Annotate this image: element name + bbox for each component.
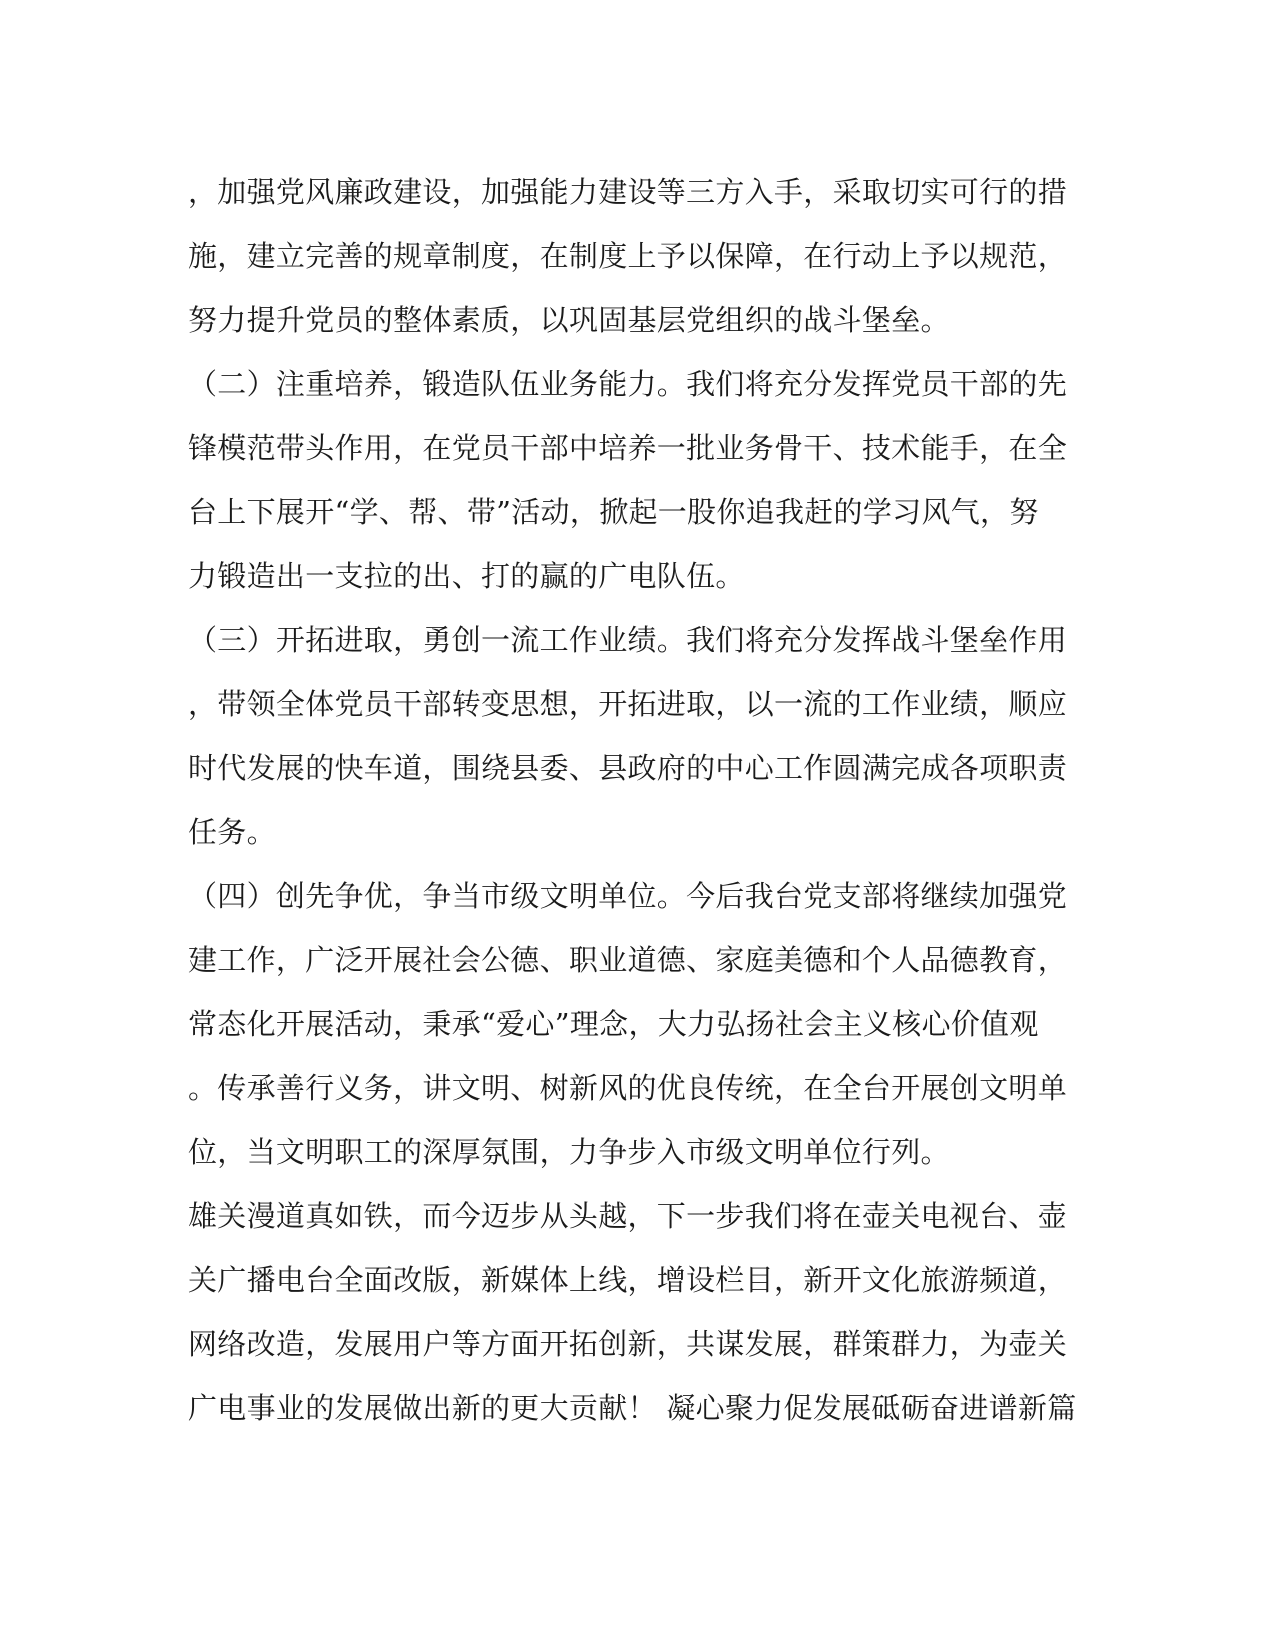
text-line: 时代发展的快车道，围绕县委、县政府的中心工作圆满完成各项职责: [188, 751, 1068, 785]
text-line: 雄关漫道真如铁，而今迈步从头越，下一步我们将在壶关电视台、壶: [188, 1199, 1068, 1233]
text-line: 网络改造，发展用户等方面开拓创新，共谋发展，群策群力，为壶关: [188, 1327, 1068, 1361]
text-line: 力锻造出一支拉的出、打的赢的广电队伍。: [188, 559, 745, 593]
section-heading-line: （三）开拓进取，勇创一流工作业绩。我们将充分发挥战斗堡垒作用: [188, 623, 1068, 657]
text-line: 锋模范带头作用，在党员干部中培养一批业务骨干、技术能手，在全: [188, 431, 1068, 465]
text-line: ，加强党风廉政建设，加强能力建设等三方入手，采取切实可行的措: [188, 175, 1068, 209]
section-heading-line: （二）注重培养，锻造队伍业务能力。我们将充分发挥党员干部的先: [188, 367, 1068, 401]
text-line: 广电事业的发展做出新的更大贡献！ 凝心聚力促发展砥砺奋进谱新篇: [188, 1391, 1077, 1425]
text-line: 位，当文明职工的深厚氛围，力争步入市级文明单位行列。: [188, 1135, 950, 1169]
section-heading-line: （四）创先争优，争当市级文明单位。今后我台党支部将继续加强党: [188, 879, 1068, 913]
text-line: 任务。: [188, 815, 276, 849]
text-line: 台上下展开“学、帮、带”活动，掀起一股你追我赶的学习风气，努: [188, 495, 1039, 529]
text-line: 施，建立完善的规章制度，在制度上予以保障，在行动上予以规范，: [188, 239, 1068, 273]
text-line: 常态化开展活动，秉承“爱心”理念，大力弘扬社会主义核心价值观: [188, 1007, 1039, 1041]
text-line: 努力提升党员的整体素质，以巩固基层党组织的战斗堡垒。: [188, 303, 950, 337]
text-line: 建工作，广泛开展社会公德、职业道德、家庭美德和个人品德教育，: [188, 943, 1068, 977]
text-line: ，带领全体党员干部转变思想，开拓进取，以一流的工作业绩，顺应: [188, 687, 1068, 721]
text-line: 关广播电台全面改版，新媒体上线，增设栏目，新开文化旅游频道，: [188, 1263, 1068, 1297]
text-line: 。传承善行义务，讲文明、树新风的优良传统，在全台开展创文明单: [188, 1071, 1068, 1105]
document-body: [188, 160, 1088, 1440]
